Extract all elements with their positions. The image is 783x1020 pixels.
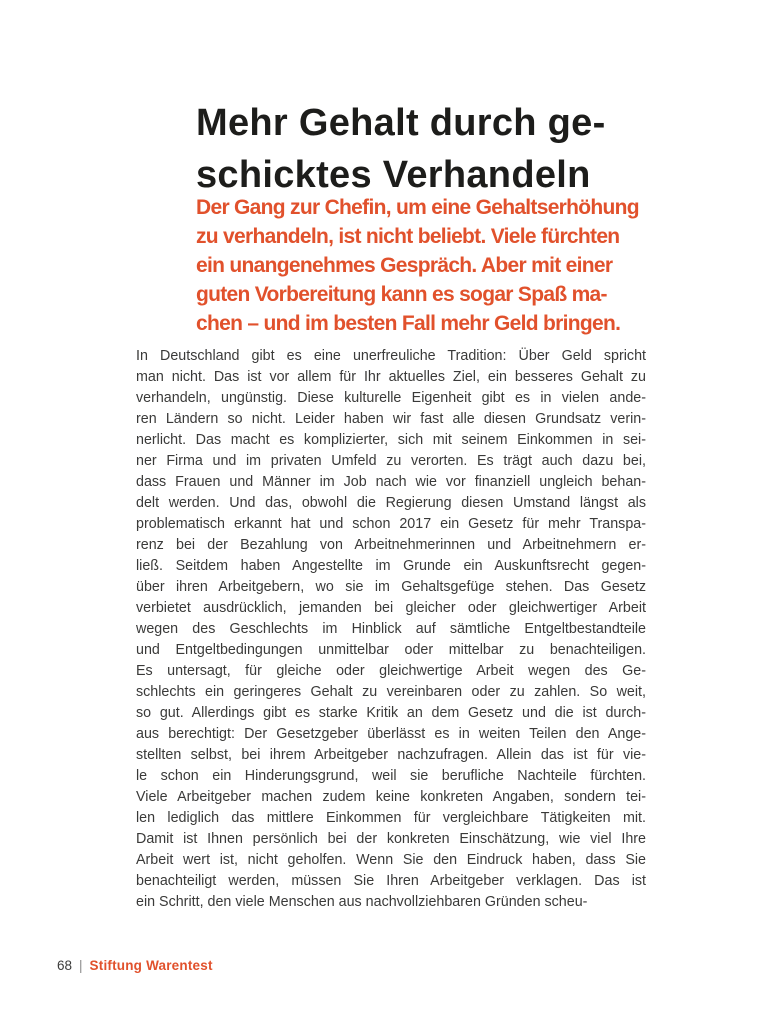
body-line: benachteiligt werden, müssen Sie Ihren Arbeitgeber verklagen. Das ist	[136, 873, 646, 889]
body-line: stellten selbst, bei ihrem Arbeitgeber nachzufragen. Allein das ist für vie-	[136, 747, 646, 763]
article-title	[196, 97, 606, 201]
subtitle-line: ein unangenehmes Gespräch. Aber mit einer	[196, 254, 613, 277]
subtitle-line: zu verhandeln, ist nicht beliebt. Viele fürchten	[196, 225, 620, 248]
body-line: und Entgeltbedingungen unmittelbar oder mittelbar zu benachteiligen.	[136, 642, 646, 658]
body-line: wegen des Geschlechts im Hinblick auf sämtliche Entgeltbestandteile	[136, 621, 646, 637]
body-line: ließ. Seitdem haben Angestellte im Grunde ein Auskunftsrecht gegen-	[136, 558, 646, 574]
article-subtitle	[196, 193, 639, 338]
body-line: Arbeit wert ist, nicht geholfen. Wenn Sie den Eindruck haben, dass Sie	[136, 852, 646, 868]
subtitle-line: Der Gang zur Chefin, um eine Gehaltserhöhung	[196, 196, 639, 219]
body-line: aus berechtigt: Der Gesetzgeber überlässt es in weiten Teilen den Ange-	[136, 726, 646, 742]
body-line: Damit ist Ihnen persönlich bei der konkreten Einschätzung, wie viel Ihre	[136, 831, 646, 847]
body-line: man nicht. Das ist vor allem für Ihr aktuelles Ziel, ein besseres Gehalt zu	[136, 369, 646, 385]
body-line: renz bei der Bezahlung von Arbeitnehmerinnen und Arbeitnehmern er-	[136, 537, 646, 553]
brand-name: Stiftung Warentest	[89, 958, 213, 973]
body-line: verbietet ausdrücklich, jemanden bei gleicher oder gleichwertiger Arbeit	[136, 600, 646, 616]
footer-separator: |	[79, 958, 83, 973]
article-body	[136, 346, 646, 913]
body-line: Es untersagt, für gleiche oder gleichwertige Arbeit wegen des Ge-	[136, 663, 646, 679]
body-line: über ihren Arbeitgebern, wo sie im Gehaltsgefüge stehen. Das Gesetz	[136, 579, 646, 595]
body-line: le schon ein Hinderungsgrund, weil sie berufliche Nachteile fürchten.	[136, 768, 646, 784]
body-line: len lediglich das mittlere Einkommen für vergleichbare Tätigkeiten mit.	[136, 810, 646, 826]
subtitle-line: chen – und im besten Fall mehr Geld bringen.	[196, 312, 621, 335]
body-line: dass Frauen und Männer im Job nach wie vor finanziell ungleich behan-	[136, 474, 646, 490]
body-line: nerlicht. Das macht es komplizierter, sich mit seinem Einkommen in sei-	[136, 432, 646, 448]
body-line: so gut. Allerdings gibt es starke Kritik an dem Gesetz und die ist durch-	[136, 705, 646, 721]
body-line: In Deutschland gibt es eine unerfreuliche Tradition: Über Geld spricht	[136, 348, 646, 364]
body-line: ner Firma und im privaten Umfeld zu verorten. Es trägt auch dazu bei,	[136, 453, 646, 469]
page-footer	[57, 958, 213, 974]
subtitle-line: guten Vorbereitung kann es sogar Spaß ma-	[196, 283, 607, 306]
body-line: ein Schritt, den viele Menschen aus nachvollziehbaren Gründen scheu-	[136, 894, 588, 910]
body-line: problematisch erkannt hat und schon 2017 ein Gesetz für mehr Transpa-	[136, 516, 646, 532]
page-number: 68	[57, 958, 73, 973]
title-line: Mehr Gehalt durch ge-	[196, 102, 606, 145]
title-line: schicktes Verhandeln	[196, 154, 591, 197]
body-line: Viele Arbeitgeber machen zudem keine konkreten Angaben, sondern tei-	[136, 789, 646, 805]
body-line: delt werden. Und das, obwohl die Regierung diesen Umstand längst als	[136, 495, 646, 511]
body-line: schlechts ein geringeres Gehalt zu vereinbaren oder zu zahlen. So weit,	[136, 684, 646, 700]
body-line: ren Ländern so nicht. Leider haben wir fast alle diesen Grundsatz verin-	[136, 411, 646, 427]
body-line: verhandeln, ungünstig. Diese kulturelle Eigenheit gibt es in vielen ande-	[136, 390, 646, 406]
